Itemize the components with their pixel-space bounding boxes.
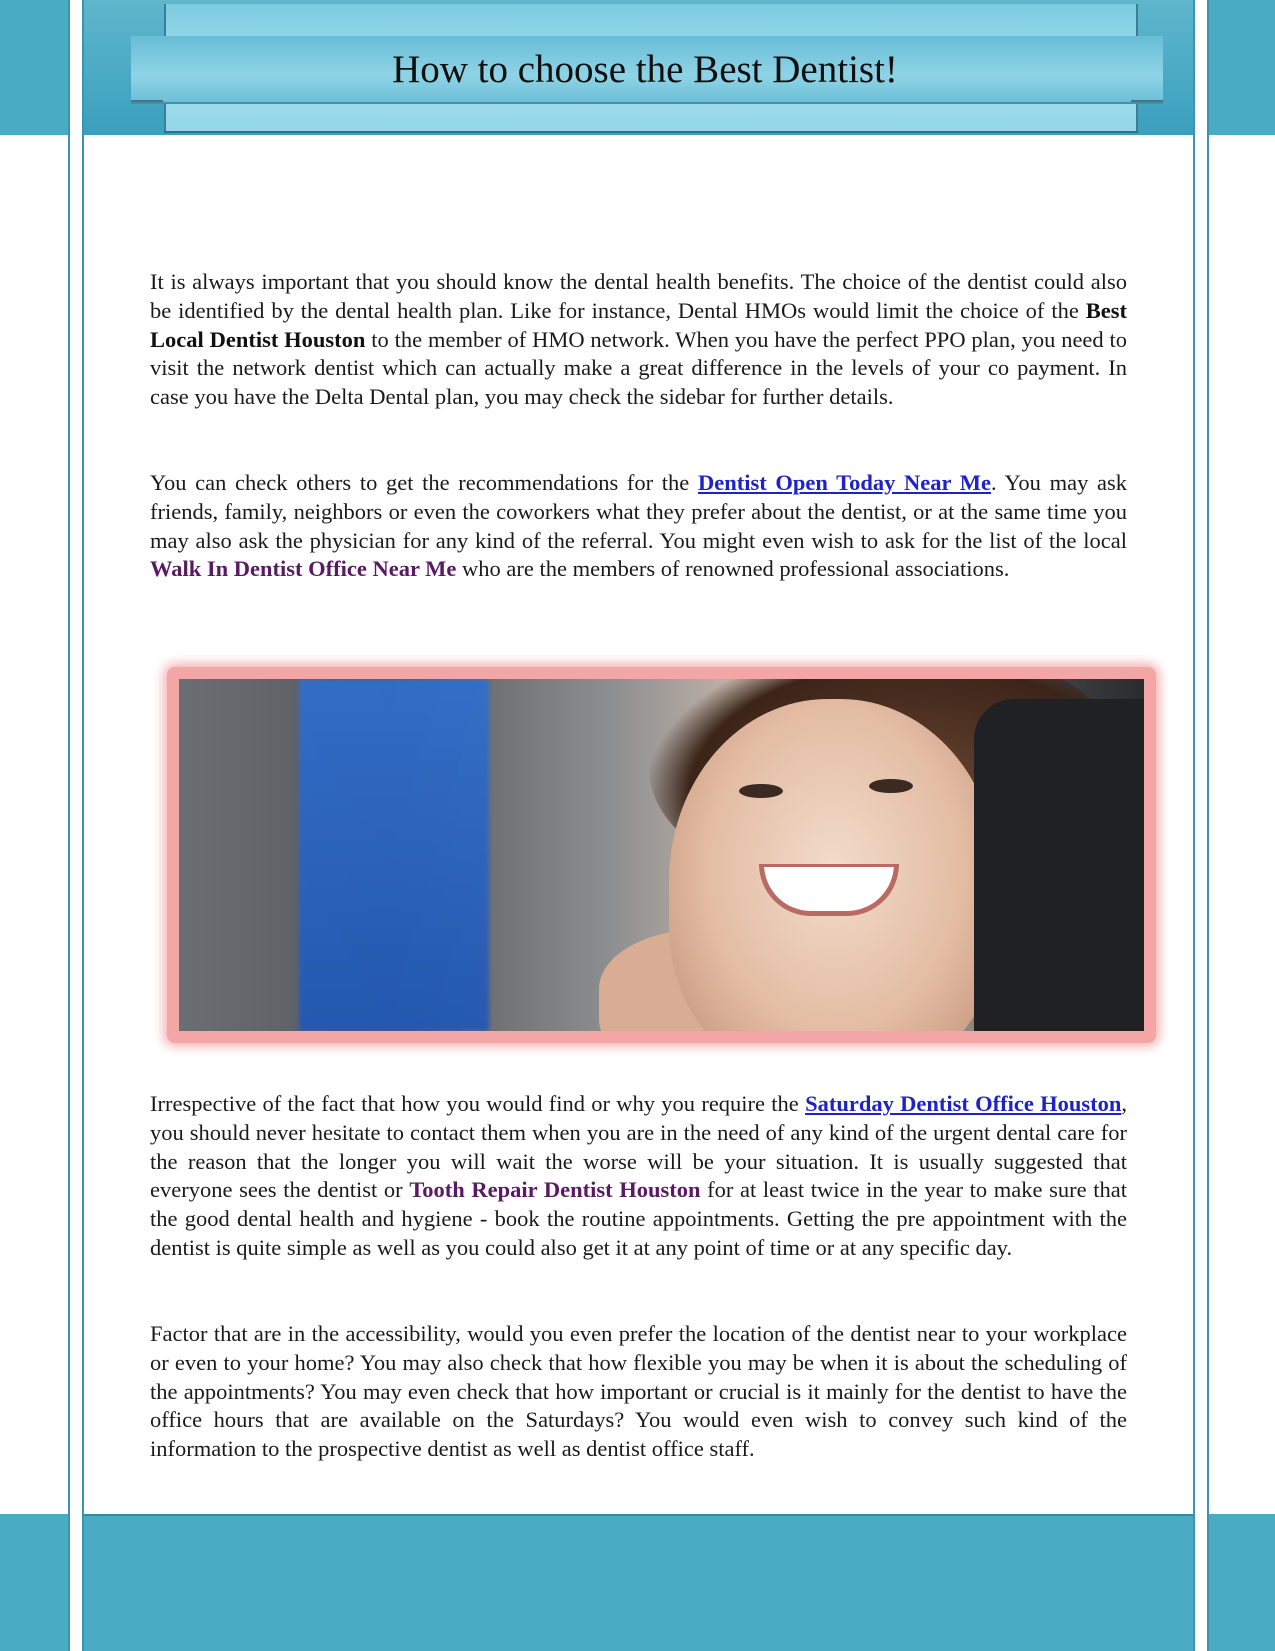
paragraph-text: It is always important that you should know the dental health benefits. The choice of the dentist could also be identified by the dental health plan. Like for instance, Dental HMOs would limit the choice of the <box>150 269 1127 323</box>
photo-eye-right <box>869 779 913 793</box>
dentist-patient-photo-frame <box>167 667 1156 1043</box>
paragraph-text: , you should never hesitate to contact them when you are in the need of any kind of the urgent dental care for the reason that the longer you will wait the worse will be your situation. It is usually suggested that everyone sees the dentist or <box>150 1091 1127 1203</box>
footer-band <box>84 1514 1193 1651</box>
link-dentist-open-today[interactable]: Dentist Open Today Near Me <box>697 470 991 495</box>
right-frame-bottom-block <box>1209 1514 1275 1651</box>
paragraph-text: Irrespective of the fact that how you would find or why you require the <box>150 1091 806 1116</box>
left-frame-top-block <box>0 0 68 135</box>
paragraph-text: who are the members of renowned professional associations. <box>456 556 1010 582</box>
article-paragraph-1 <box>150 268 1127 412</box>
smiling-patient-photo <box>179 679 1144 1031</box>
page-title: How to choose the Best Dentist! <box>392 47 898 91</box>
article-paragraph-3 <box>150 1090 1127 1263</box>
right-frame-top-block <box>1209 0 1275 135</box>
paragraph-text: You can check others to get the recommendations for the <box>150 470 698 495</box>
photo-eye-left <box>739 784 783 798</box>
paragraph-text: to the member of HMO network. When you have the perfect PPO plan, you need to visit the network dentist which can actually make a great difference in the levels of your co payment. In case you have the Delta Dental plan, you may check the sidebar for further details. <box>150 326 1128 410</box>
paragraph-text: for at least twice in the year to make sure that the good dental health and hygiene - book the routine appointments. Getting the pre appointment with the dentist is quite simple as well as you could also get it at any point of time or at any specific day. <box>150 1177 1127 1260</box>
article-paragraph-2 <box>150 469 1127 584</box>
keyword-best-local-dentist: Best Local Dentist Houston <box>150 297 1127 352</box>
paragraph-text: Factor that are in the accessibility, would you even prefer the location of the dentist near to your workplace or even to your home? You may also check that how flexible you may be when it is about the scheduling of the appointments? You may even check that how important or crucial is it mainly for the dentist to have the office hours that are available on the Saturdays? You would even wish to convey such kind of the information to the prospective dentist as well as dentist office staff. <box>150 1321 1127 1462</box>
paragraph-text: . You may ask friends, family, neighbors or even the coworkers what they prefer about the dentist, or at the same time you may also ask the physician for any kind of the referral. You might even wish to ask for the list of the local <box>150 470 1127 553</box>
keyword-walk-in-dentist: Walk In Dentist Office Near Me <box>150 556 457 582</box>
photo-dental-chair <box>974 699 1144 1031</box>
link-saturday-dentist-office[interactable]: Saturday Dentist Office Houston <box>805 1091 1122 1116</box>
keyword-tooth-repair-dentist: Tooth Repair Dentist Houston <box>409 1177 701 1203</box>
left-frame-bottom-block <box>0 1514 68 1651</box>
photo-blurred-scrubs <box>299 679 489 1031</box>
right-frame-column <box>1207 0 1275 1651</box>
article-paragraph-4 <box>150 1320 1127 1464</box>
left-frame-column <box>0 0 70 1651</box>
